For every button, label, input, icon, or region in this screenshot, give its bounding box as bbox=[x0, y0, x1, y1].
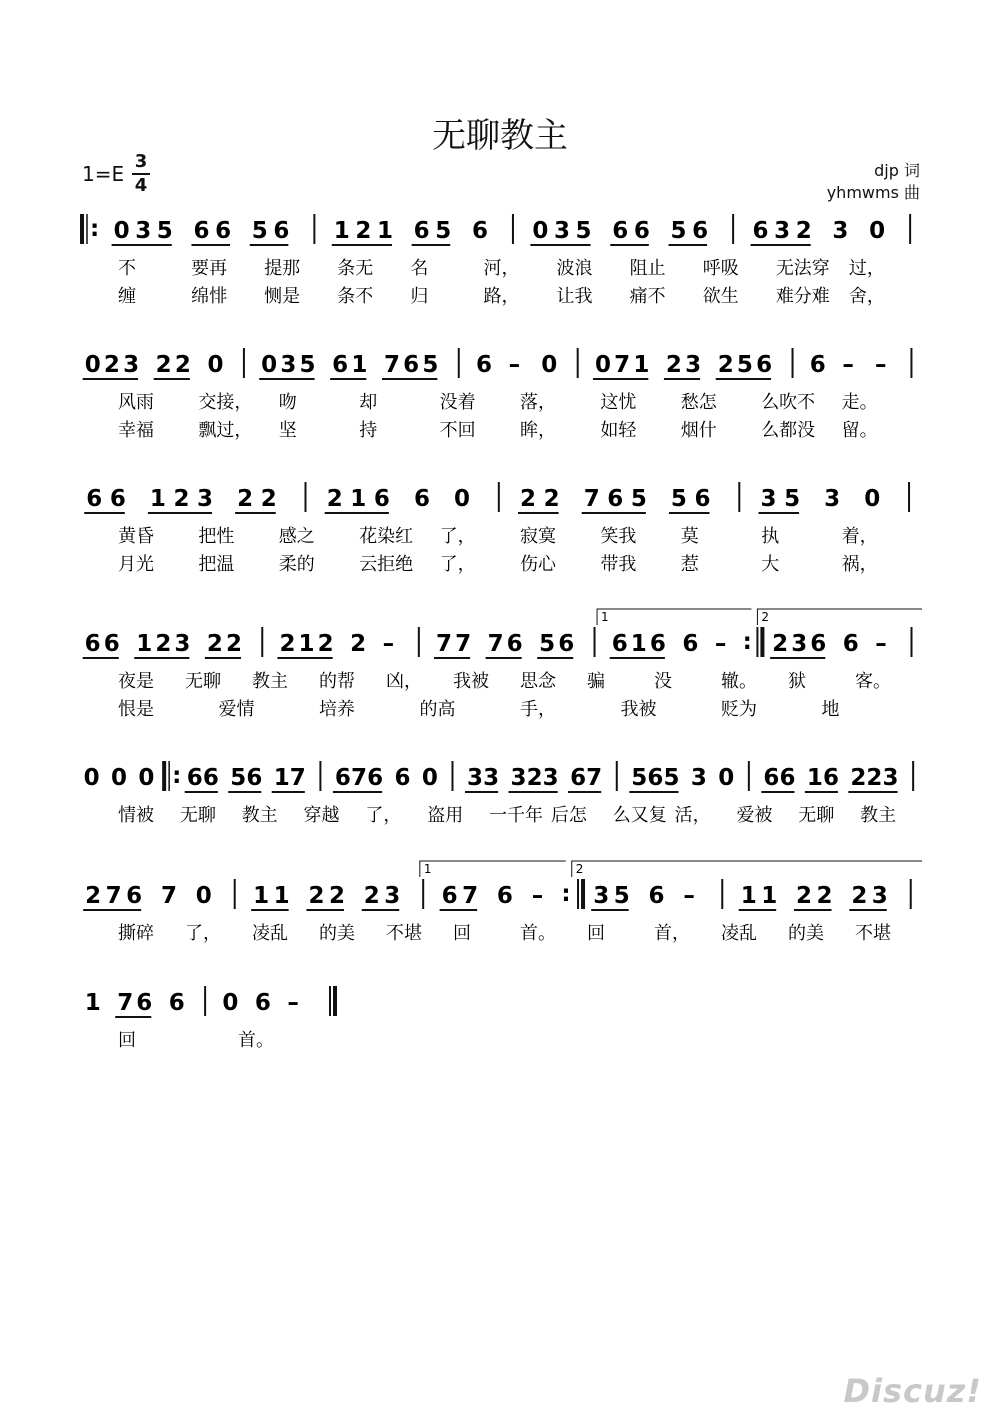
volta-bracket-2 bbox=[757, 609, 922, 625]
note-digit: 7 bbox=[289, 765, 306, 791]
volta-bracket-1 bbox=[597, 609, 751, 625]
lyric-syllable: 回 bbox=[118, 1030, 136, 1051]
note-digit: 3 bbox=[510, 765, 527, 791]
note-digit: 5 bbox=[435, 218, 452, 244]
note-digit: 6 bbox=[373, 486, 390, 512]
note-digit: 5 bbox=[230, 765, 247, 791]
volta-number-2: 2 bbox=[575, 862, 584, 876]
note-digit: 6 bbox=[367, 765, 384, 791]
note-digit: 2 bbox=[665, 352, 682, 378]
lyric-syllable: 欲生 bbox=[702, 286, 739, 307]
note-digit: 3 bbox=[542, 765, 559, 791]
lyric-syllable: 了， bbox=[365, 805, 402, 826]
note-digit: 2 bbox=[851, 883, 868, 909]
lyric-syllable: 烟什 bbox=[680, 420, 717, 441]
note-digit: 6 bbox=[611, 631, 628, 657]
note-digit: 3 bbox=[690, 765, 707, 791]
lyric-syllable: 不回 bbox=[439, 420, 476, 441]
note-digit: 1 bbox=[376, 218, 393, 244]
note-digit: 2 bbox=[520, 486, 537, 512]
note-digit: 0 bbox=[195, 883, 212, 909]
note-digit: 7 bbox=[462, 883, 479, 909]
note-digit: 0 bbox=[454, 486, 471, 512]
note-digit: 7 bbox=[351, 765, 368, 791]
note-digit: 1 bbox=[273, 765, 290, 791]
note-digit: 3 bbox=[483, 765, 500, 791]
note-digit: 3 bbox=[123, 352, 140, 378]
note-digit: – bbox=[287, 990, 299, 1016]
lyric-syllable: 呼吸 bbox=[702, 258, 739, 279]
note-digit: 2 bbox=[717, 352, 734, 378]
note-digit: 2 bbox=[173, 486, 190, 512]
note-digit: 6 bbox=[109, 486, 126, 512]
note-digit: – bbox=[842, 352, 854, 378]
note-digit: 3 bbox=[774, 218, 791, 244]
lyric-syllable: 狱 bbox=[788, 671, 806, 692]
lyric-syllable: 黄昏 bbox=[118, 526, 154, 547]
note-digit: 6 bbox=[186, 765, 203, 791]
note-digit: 2 bbox=[326, 486, 343, 512]
note-digit: 0 bbox=[869, 218, 886, 244]
note-digit: 3 bbox=[832, 218, 849, 244]
note-digit: 1 bbox=[253, 883, 270, 909]
note-digit: 0 bbox=[421, 765, 438, 791]
note-digit: 6 bbox=[496, 883, 513, 909]
note-digit: 2 bbox=[350, 631, 367, 657]
note-digit: 5 bbox=[631, 765, 648, 791]
volta-number-1: 1 bbox=[423, 862, 432, 876]
note-digit: 1 bbox=[136, 631, 153, 657]
volta-number-2: 2 bbox=[761, 610, 770, 624]
note-digit: – bbox=[875, 631, 887, 657]
note-digit: 6 bbox=[752, 218, 769, 244]
note-digit: 0 bbox=[83, 765, 100, 791]
lyric-syllable: 了， bbox=[439, 526, 476, 547]
lyric-syllable: 不堪 bbox=[855, 923, 891, 944]
lyric-syllable: 恨是 bbox=[118, 699, 154, 720]
lyric-syllable: 夜是 bbox=[118, 671, 154, 692]
lyric-syllable: 培养 bbox=[319, 699, 355, 720]
note-digit: 6 bbox=[809, 352, 826, 378]
lyric-syllable: 条无 bbox=[337, 258, 374, 279]
lyric-syllable: 无聊 bbox=[185, 671, 221, 692]
key-signature: 1=E bbox=[82, 162, 125, 186]
note-digit: 3 bbox=[280, 352, 297, 378]
note-digit: 0 bbox=[111, 765, 128, 791]
lyric-syllable: 波浪 bbox=[556, 258, 593, 279]
volta-bracket-1 bbox=[420, 861, 566, 877]
note-digit: 6 bbox=[558, 631, 575, 657]
note-digit: 1 bbox=[806, 765, 823, 791]
note-digit: 0 bbox=[138, 765, 155, 791]
lyric-syllable: 这忧 bbox=[600, 392, 637, 413]
lyric-syllable: 带我 bbox=[600, 554, 637, 575]
note-digit: 2 bbox=[796, 883, 813, 909]
lyric-syllable: 凶， bbox=[386, 671, 422, 692]
lyric-syllable: 教主 bbox=[860, 805, 897, 826]
note-digit: 0 bbox=[541, 352, 558, 378]
note-digit: 3 bbox=[135, 218, 152, 244]
lyric-syllable: 河， bbox=[483, 258, 520, 279]
volta-number-1: 1 bbox=[601, 610, 609, 624]
note-digit: 5 bbox=[422, 352, 439, 378]
lyric-syllable: 把温 bbox=[198, 554, 235, 575]
lyric-syllable: 后怎 bbox=[550, 805, 587, 826]
note-digit: 2 bbox=[206, 631, 223, 657]
note-digit: 7 bbox=[487, 631, 504, 657]
note-digit: 6 bbox=[136, 990, 153, 1016]
note-digit: 2 bbox=[795, 218, 812, 244]
note-digit: 2 bbox=[308, 883, 325, 909]
note-digit: 2 bbox=[317, 631, 334, 657]
note-digit: 1 bbox=[298, 631, 315, 657]
repeat-dots: : bbox=[172, 763, 182, 789]
note-digit: 7 bbox=[614, 352, 631, 378]
note-digit: 0 bbox=[864, 486, 881, 512]
note-digit: 6 bbox=[763, 765, 780, 791]
note-digit: 6 bbox=[103, 631, 120, 657]
lyric-syllable: 难分难 bbox=[775, 286, 830, 307]
note-digit: 3 bbox=[685, 352, 702, 378]
lyric-syllable: 凌乱 bbox=[252, 923, 288, 944]
note-digit: 6 bbox=[692, 218, 709, 244]
lyric-syllable: 教主 bbox=[252, 671, 288, 692]
note-digit: 7 bbox=[105, 883, 122, 909]
time-signature-top: 3 bbox=[134, 151, 148, 172]
note-digit: 5 bbox=[630, 486, 647, 512]
note-digit: 3 bbox=[384, 883, 401, 909]
note-digit: 6 bbox=[403, 352, 420, 378]
note-digit: 6 bbox=[822, 765, 839, 791]
note-digit: 2 bbox=[85, 883, 102, 909]
note-digit: 2 bbox=[260, 486, 277, 512]
note-digit: 6 bbox=[810, 631, 827, 657]
note-digit: 3 bbox=[593, 883, 610, 909]
note-digit: 6 bbox=[441, 883, 458, 909]
note-digit: 6 bbox=[506, 631, 523, 657]
lyric-syllable: 却 bbox=[359, 392, 378, 413]
note-digit: 2 bbox=[526, 765, 543, 791]
lyric-syllable: 没着 bbox=[439, 392, 476, 413]
lyric-syllable: 寂寞 bbox=[520, 526, 556, 547]
note-digit: 0 bbox=[594, 352, 611, 378]
lyric-syllable: 着， bbox=[841, 526, 878, 547]
lyric-syllable: 手， bbox=[520, 699, 556, 720]
lyric-syllable: 地 bbox=[821, 699, 840, 720]
note-digit: 2 bbox=[328, 883, 345, 909]
composer-credit: yhmwms 曲 bbox=[826, 183, 920, 202]
lyric-syllable: 柔的 bbox=[278, 554, 315, 575]
lyric-syllable: 骗 bbox=[587, 671, 605, 692]
repeat-dots: : bbox=[742, 629, 752, 655]
lyric-syllable: 飘过， bbox=[198, 420, 253, 441]
lyric-syllable: 我被 bbox=[620, 699, 657, 720]
note-digit: 6 bbox=[682, 631, 699, 657]
note-digit: 6 bbox=[647, 765, 664, 791]
lyric-syllable: 云拒绝 bbox=[359, 554, 414, 575]
note-digit: 7 bbox=[160, 883, 177, 909]
note-digit: 3 bbox=[871, 883, 888, 909]
lyric-syllable: 我被 bbox=[453, 671, 489, 692]
lyric-syllable: 祸， bbox=[841, 554, 878, 575]
note-digit: 7 bbox=[383, 352, 400, 378]
lyric-syllable: 不堪 bbox=[386, 923, 422, 944]
lyric-syllable: 的高 bbox=[419, 699, 456, 720]
note-digit: 7 bbox=[583, 486, 600, 512]
lyric-syllable: 愁怎 bbox=[680, 392, 717, 413]
note-digit: 1 bbox=[149, 486, 166, 512]
note-digit: 5 bbox=[299, 352, 316, 378]
note-digit: 2 bbox=[355, 218, 372, 244]
note-digit: 6 bbox=[648, 883, 665, 909]
lyric-syllable: 首， bbox=[654, 923, 690, 944]
note-digit: 0 bbox=[84, 352, 101, 378]
note-digit: 2 bbox=[363, 883, 380, 909]
time-signature-bottom: 4 bbox=[134, 175, 148, 196]
lyric-syllable: 撕碎 bbox=[118, 923, 154, 944]
note-digit: 3 bbox=[466, 765, 483, 791]
note-digit: 0 bbox=[532, 218, 549, 244]
lyric-syllable: 让我 bbox=[556, 286, 593, 307]
lyric-syllable: 思念 bbox=[520, 671, 556, 692]
note-digit: 3 bbox=[174, 631, 191, 657]
lyric-syllable: 留。 bbox=[841, 420, 878, 441]
lyric-syllable: 过， bbox=[848, 258, 885, 279]
lyric-syllable: 了， bbox=[185, 923, 221, 944]
note-digit: 2 bbox=[155, 352, 172, 378]
lyric-syllable: 伤心 bbox=[520, 554, 556, 575]
note-digit: 0 bbox=[113, 218, 130, 244]
lyric-syllable: 提那 bbox=[264, 258, 301, 279]
note-digit: 6 bbox=[413, 486, 430, 512]
note-digit: 7 bbox=[586, 765, 603, 791]
note-digit: 5 bbox=[736, 352, 753, 378]
song-title: 无聊教主 bbox=[432, 116, 568, 156]
lyric-syllable: 坚 bbox=[278, 420, 297, 441]
lyric-syllable: 一千年 bbox=[489, 805, 544, 826]
note-digit: 6 bbox=[394, 765, 411, 791]
note-digit: 5 bbox=[251, 218, 268, 244]
note-digit: 1 bbox=[761, 883, 778, 909]
note-digit: – bbox=[683, 883, 695, 909]
lyric-syllable: 走。 bbox=[841, 392, 878, 413]
lyric-syllable: 落， bbox=[520, 392, 556, 413]
note-digit: 6 bbox=[633, 218, 650, 244]
note-digit: 3 bbox=[197, 486, 214, 512]
lyric-syllable: 名 bbox=[410, 258, 429, 279]
lyric-syllable: 条不 bbox=[337, 286, 374, 307]
note-digit: 5 bbox=[670, 218, 687, 244]
note-digit: – bbox=[875, 352, 887, 378]
note-digit: 2 bbox=[279, 631, 296, 657]
lyric-syllable: 客。 bbox=[855, 671, 891, 692]
lyric-syllable: 缠 bbox=[118, 286, 136, 307]
lyric-syllable: 恻是 bbox=[264, 286, 301, 307]
note-digit: 6 bbox=[86, 486, 103, 512]
lyric-syllable: 不 bbox=[118, 258, 136, 279]
repeat-dots: : bbox=[90, 216, 100, 242]
lyric-syllable: 持 bbox=[359, 420, 378, 441]
repeat-dots: : bbox=[561, 881, 571, 907]
lyric-syllable: 盗用 bbox=[427, 805, 464, 826]
note-digit: – bbox=[382, 631, 395, 657]
note-digit: 2 bbox=[543, 486, 560, 512]
note-digit: 3 bbox=[791, 631, 808, 657]
note-digit: 2 bbox=[866, 765, 883, 791]
note-digit: 6 bbox=[694, 486, 711, 512]
lyric-syllable: 没 bbox=[654, 671, 672, 692]
lyric-syllable: 大 bbox=[761, 554, 780, 575]
lyric-syllable: 爱情 bbox=[218, 699, 255, 720]
note-digit: – bbox=[531, 883, 544, 909]
note-digit: 6 bbox=[612, 218, 629, 244]
lyric-syllable: 首。 bbox=[238, 1030, 274, 1051]
note-digit: 5 bbox=[670, 486, 687, 512]
note-digit: 6 bbox=[842, 631, 859, 657]
note-digit: 2 bbox=[103, 352, 120, 378]
note-digit: 5 bbox=[156, 218, 173, 244]
lyric-syllable: 无聊 bbox=[798, 805, 835, 826]
note-digit: 6 bbox=[254, 990, 271, 1016]
note-digit: 3 bbox=[553, 218, 570, 244]
note-digit: 1 bbox=[273, 883, 290, 909]
lyric-syllable: 教主 bbox=[241, 805, 278, 826]
note-digit: 6 bbox=[607, 486, 624, 512]
lyric-syllable: 了， bbox=[439, 554, 476, 575]
lyric-syllable: 爱被 bbox=[736, 805, 773, 826]
note-digit: 6 bbox=[471, 218, 488, 244]
note-digit: 6 bbox=[756, 352, 773, 378]
note-digit: 2 bbox=[174, 352, 191, 378]
note-digit: 6 bbox=[413, 218, 430, 244]
lyric-syllable: 把性 bbox=[198, 526, 235, 547]
lyric-syllable: 首。 bbox=[520, 923, 556, 944]
note-digit: 3 bbox=[824, 486, 841, 512]
note-digit: – bbox=[714, 631, 727, 657]
note-digit: 6 bbox=[168, 990, 185, 1016]
volta-bracket-2 bbox=[572, 861, 922, 877]
note-digit: 6 bbox=[193, 218, 210, 244]
lyric-syllable: 么又复 bbox=[612, 805, 667, 826]
note-digit: 6 bbox=[649, 631, 666, 657]
note-digit: 5 bbox=[784, 486, 801, 512]
note-digit: 1 bbox=[84, 990, 101, 1016]
note-digit: 1 bbox=[633, 352, 650, 378]
note-digit: 6 bbox=[332, 352, 349, 378]
lyric-syllable: 回 bbox=[453, 923, 471, 944]
note-digit: 1 bbox=[333, 218, 350, 244]
note-digit: 6 bbox=[476, 352, 493, 378]
lyric-syllable: 的美 bbox=[319, 923, 355, 944]
lyric-syllable: 回 bbox=[587, 923, 605, 944]
note-digit: 5 bbox=[663, 765, 680, 791]
lyric-syllable: 阻止 bbox=[629, 258, 666, 279]
note-digit: 2 bbox=[237, 486, 254, 512]
lyric-syllable: 莫 bbox=[680, 526, 699, 547]
note-digit: 5 bbox=[539, 631, 556, 657]
note-digit: 3 bbox=[882, 765, 899, 791]
lyric-syllable: 吻 bbox=[278, 392, 297, 413]
note-digit: 7 bbox=[117, 990, 134, 1016]
lyric-syllable: 无聊 bbox=[179, 805, 216, 826]
lyric-syllable: 惹 bbox=[680, 554, 699, 575]
note-digit: 6 bbox=[273, 218, 290, 244]
lyric-syllable: 路， bbox=[483, 286, 520, 307]
lyricist-credit: djp 词 bbox=[874, 161, 920, 180]
note-digit: – bbox=[508, 352, 521, 378]
note-digit: 2 bbox=[225, 631, 243, 657]
lyric-syllable: 的美 bbox=[788, 923, 824, 944]
note-digit: 6 bbox=[202, 765, 219, 791]
note-digit: 2 bbox=[816, 883, 833, 909]
note-digit: 6 bbox=[570, 765, 587, 791]
lyric-syllable: 花染红 bbox=[359, 526, 414, 547]
lyric-syllable: 风雨 bbox=[118, 392, 154, 413]
lyric-syllable: 贬为 bbox=[721, 699, 757, 720]
note-digit: 2 bbox=[155, 631, 172, 657]
lyric-syllable: 绵悱 bbox=[191, 286, 228, 307]
lyric-syllable: 感之 bbox=[278, 526, 315, 547]
note-digit: 7 bbox=[436, 631, 453, 657]
note-digit: 6 bbox=[779, 765, 796, 791]
note-digit: 1 bbox=[740, 883, 757, 909]
note-digit: 1 bbox=[350, 486, 367, 512]
lyric-syllable: 要再 bbox=[191, 258, 228, 279]
note-digit: 6 bbox=[215, 218, 232, 244]
lyric-syllable: 月光 bbox=[118, 554, 154, 575]
lyric-syllable: 执 bbox=[761, 526, 780, 547]
note-digit: 2 bbox=[850, 765, 867, 791]
lyric-syllable: 舍， bbox=[848, 286, 885, 307]
lyric-syllable: 眸， bbox=[520, 420, 556, 441]
watermark-logo: Discuz! bbox=[843, 1372, 982, 1410]
note-digit: 0 bbox=[207, 352, 224, 378]
note-digit: 7 bbox=[455, 631, 472, 657]
note-digit: 6 bbox=[126, 883, 143, 909]
lyric-syllable: 交接， bbox=[198, 392, 253, 413]
lyric-syllable: 穿越 bbox=[303, 805, 340, 826]
lyric-syllable: 凌乱 bbox=[721, 923, 757, 944]
note-digit: 2 bbox=[772, 631, 789, 657]
lyric-syllable: 情被 bbox=[118, 805, 154, 826]
note-digit: 1 bbox=[630, 631, 647, 657]
note-digit: 5 bbox=[575, 218, 592, 244]
lyric-syllable: 幸福 bbox=[118, 420, 154, 441]
lyric-syllable: 笑我 bbox=[600, 526, 637, 547]
lyric-syllable: 无法穿 bbox=[775, 258, 830, 279]
lyric-syllable: 辙。 bbox=[721, 671, 757, 692]
note-digit: 0 bbox=[222, 990, 239, 1016]
note-digit: 6 bbox=[84, 631, 101, 657]
note-digit: 1 bbox=[351, 352, 368, 378]
note-digit: 5 bbox=[613, 883, 630, 909]
lyric-syllable: 的帮 bbox=[319, 671, 355, 692]
note-digit: 3 bbox=[760, 486, 777, 512]
note-digit: 0 bbox=[261, 352, 278, 378]
lyric-syllable: 如轻 bbox=[600, 420, 637, 441]
note-digit: 6 bbox=[334, 765, 351, 791]
lyric-syllable: 痛不 bbox=[629, 286, 666, 307]
note-digit: 0 bbox=[718, 765, 735, 791]
lyric-syllable: 么都没 bbox=[761, 420, 816, 441]
note-digit: 6 bbox=[246, 765, 263, 791]
lyric-syllable: 活， bbox=[674, 805, 711, 826]
lyric-syllable: 么吹不 bbox=[761, 392, 816, 413]
lyric-syllable: 归 bbox=[410, 286, 429, 307]
